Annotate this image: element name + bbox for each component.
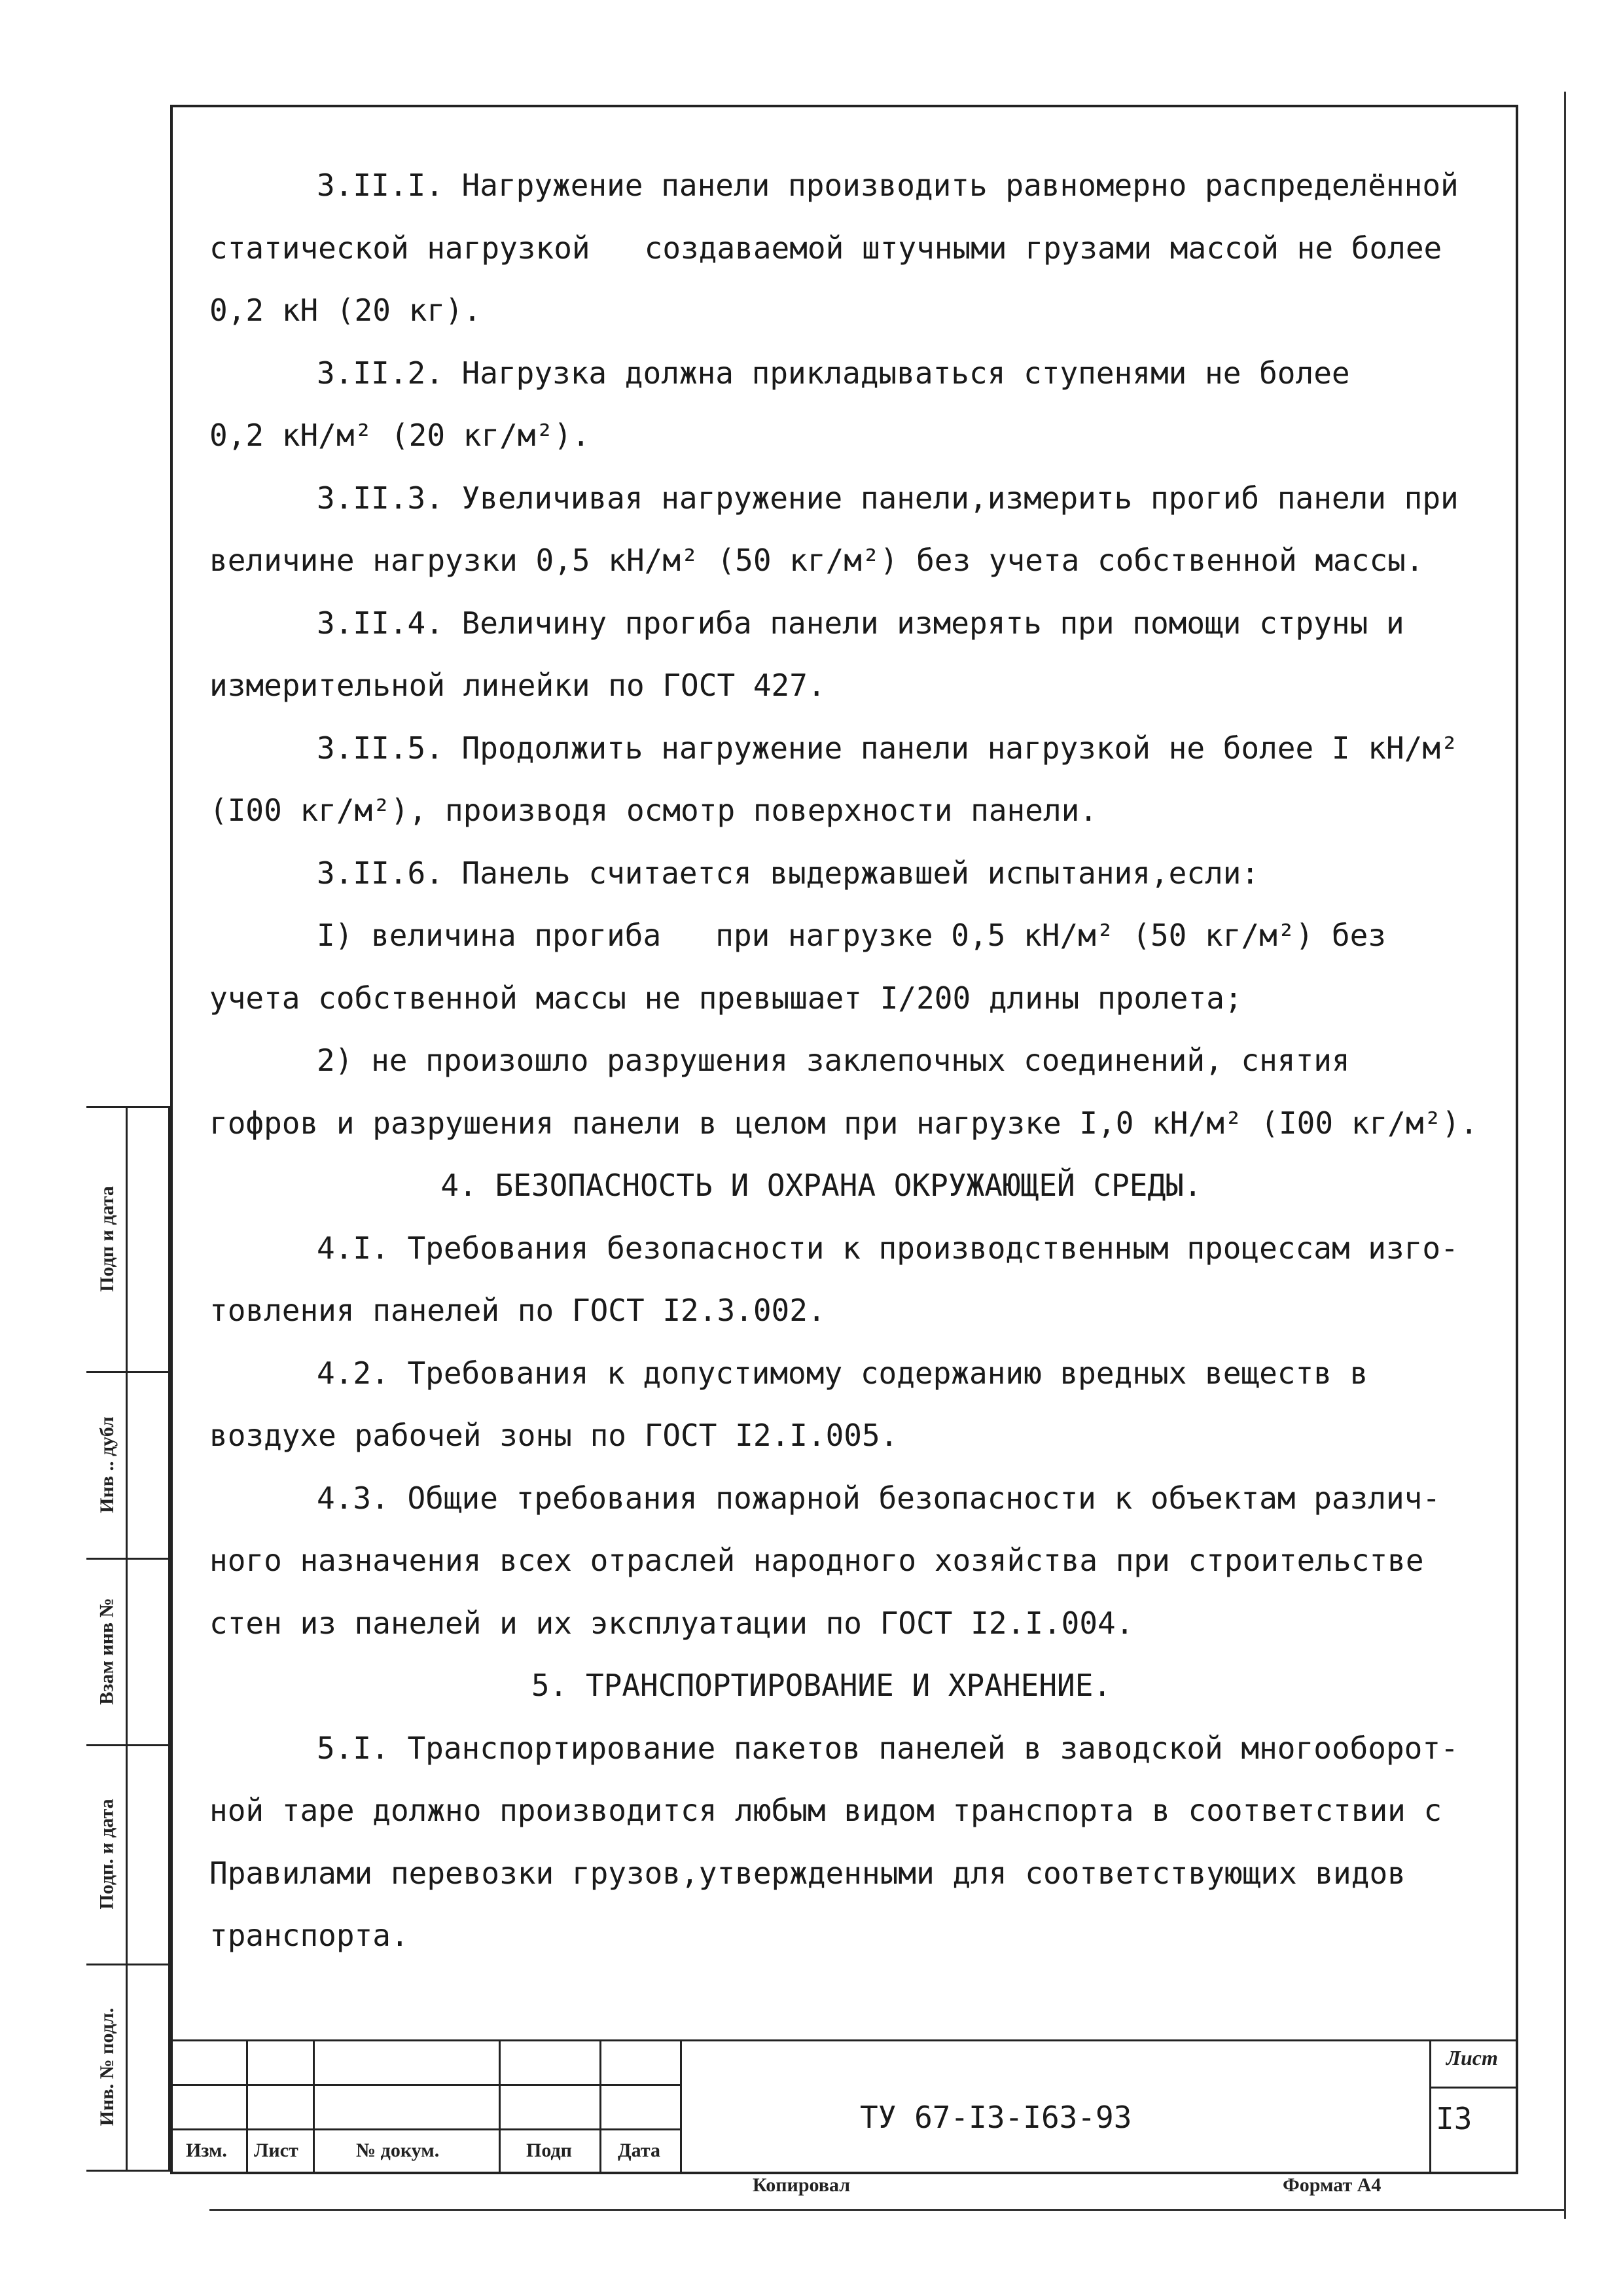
- text-line: I) величина прогиба при нагрузке 0,5 кН/м² (50 кг/м²) без: [317, 918, 1386, 953]
- text-line: 3.II.6. Панель считается выдержавшей испытания,если:: [317, 855, 1260, 891]
- stamp-divider: [168, 1106, 170, 2172]
- tb-line: [173, 2084, 680, 2086]
- format-label: Формат А4: [1283, 2174, 1382, 2196]
- tb-list-label: Лист: [254, 2140, 298, 2161]
- text-line: 0,2 кН/м² (20 кг/м²).: [209, 418, 590, 453]
- footer-rule: [209, 2209, 1564, 2211]
- text-line: измерительной линейки по ГОСТ 427.: [209, 668, 826, 703]
- frame-top-border: [170, 105, 1518, 107]
- tb-data-label: Дата: [618, 2140, 660, 2161]
- tb-line: [680, 2039, 682, 2172]
- stamp-divider: [126, 1106, 128, 2172]
- text-line: 5.I. Транспортирование пакетов панелей в заводской многооборот-: [317, 1730, 1459, 1766]
- sheet-number: I3: [1436, 2101, 1472, 2136]
- text-line: 4.3. Общие требования пожарной безопасности к объектам различ-: [317, 1480, 1441, 1516]
- tb-podp-label: Подп: [526, 2140, 572, 2161]
- stamp-vzam-inv: Взам инв №: [96, 1597, 118, 1705]
- document-body: [209, 154, 1512, 1967]
- frame-left-border: [170, 105, 173, 2173]
- text-line: 2) не произошло разрушения заклепочных соединений, снятия: [317, 1043, 1350, 1078]
- text-line: 3.II.4. Величину прогиба панели измерять при помощи струны и: [317, 605, 1404, 641]
- text-line: транспорта.: [209, 1918, 409, 1953]
- section-heading: 5. ТРАНСПОРТИРОВАНИЕ И ХРАНЕНИЕ.: [531, 1668, 1112, 1703]
- text-line: ной таре должно производится любым видом транспорта в соответствии с: [209, 1793, 1442, 1828]
- tb-line: [599, 2039, 601, 2172]
- text-line: 4.2. Требования к допустимому содержанию вредных веществ в: [317, 1355, 1368, 1391]
- text-line: учета собственной массы не превышает I/200 длины пролета;: [209, 980, 1243, 1016]
- text-line: ного назначения всех отраслей народного хозяйства при строительстве: [209, 1543, 1424, 1578]
- frame-right-border: [1516, 105, 1518, 2173]
- document-number: ТУ 67-I3-I63-93: [860, 2100, 1132, 2135]
- tb-line: [173, 2039, 1516, 2041]
- stamp-column: [86, 1106, 170, 2172]
- tb-nodokum-label: № докум.: [356, 2140, 440, 2161]
- tb-line: [246, 2039, 248, 2172]
- stamp-inv-dubl: Инв .. дубл: [96, 1416, 118, 1513]
- copied-by-label: Копировал: [753, 2174, 851, 2196]
- text-line: статической нагрузкой создаваемой штучными грузами массой не более: [209, 230, 1442, 266]
- text-line: товления панелей по ГОСТ I2.3.002.: [209, 1293, 826, 1328]
- text-line: 3.II.I. Нагружение панели производить равномерно распределённой: [317, 168, 1459, 203]
- section-heading: 4. БЕЗОПАСНОСТЬ И ОХРАНА ОКРУЖАЮЩЕЙ СРЕДЫ.: [440, 1168, 1202, 1203]
- tb-izm-label: Изм.: [186, 2140, 227, 2161]
- text-line: Правилами перевозки грузов,утвержденными для соответствующих видов: [209, 1855, 1406, 1891]
- text-line: воздухе рабочей зоны по ГОСТ I2.I.005.: [209, 1418, 899, 1453]
- tb-line: [1429, 2039, 1431, 2172]
- text-line: гофров и разрушения панели в целом при нагрузке I,0 кН/м² (I00 кг/м²).: [209, 1105, 1478, 1141]
- stamp-divider: [86, 2170, 170, 2172]
- sheet-label: Лист: [1446, 2046, 1498, 2070]
- text-line: 4.I. Требования безопасности к производственным процессам изго-: [317, 1230, 1459, 1266]
- text-line: 3.II.3. Увеличивая нагружение панели,измерить прогиб панели при: [317, 480, 1459, 516]
- tb-line: [173, 2128, 680, 2130]
- stamp-podp-data-1: Подп и дата: [96, 1185, 118, 1292]
- tb-line: [499, 2039, 501, 2172]
- tb-line: [313, 2039, 315, 2172]
- tb-line: [1429, 2087, 1516, 2089]
- text-line: 0,2 кН (20 кг).: [209, 293, 482, 328]
- page-edge-line: [1564, 92, 1566, 2219]
- stamp-podp-data-2: Подп. и дата: [96, 1798, 118, 1910]
- stamp-inv-podl: Инв. № подл.: [96, 2007, 118, 2126]
- text-line: стен из панелей и их эксплуатации по ГОСТ I2.I.004.: [209, 1605, 1134, 1641]
- title-block: [173, 2039, 1516, 2172]
- text-line: (I00 кг/м²), производя осмотр поверхности панели.: [209, 793, 1098, 828]
- text-line: 3.II.5. Продолжить нагружение панели нагрузкой не более I кН/м²: [317, 730, 1459, 766]
- text-line: 3.II.2. Нагрузка должна прикладываться ступенями не более: [317, 355, 1350, 391]
- text-line: величине нагрузки 0,5 кН/м² (50 кг/м²) без учета собственной массы.: [209, 543, 1424, 578]
